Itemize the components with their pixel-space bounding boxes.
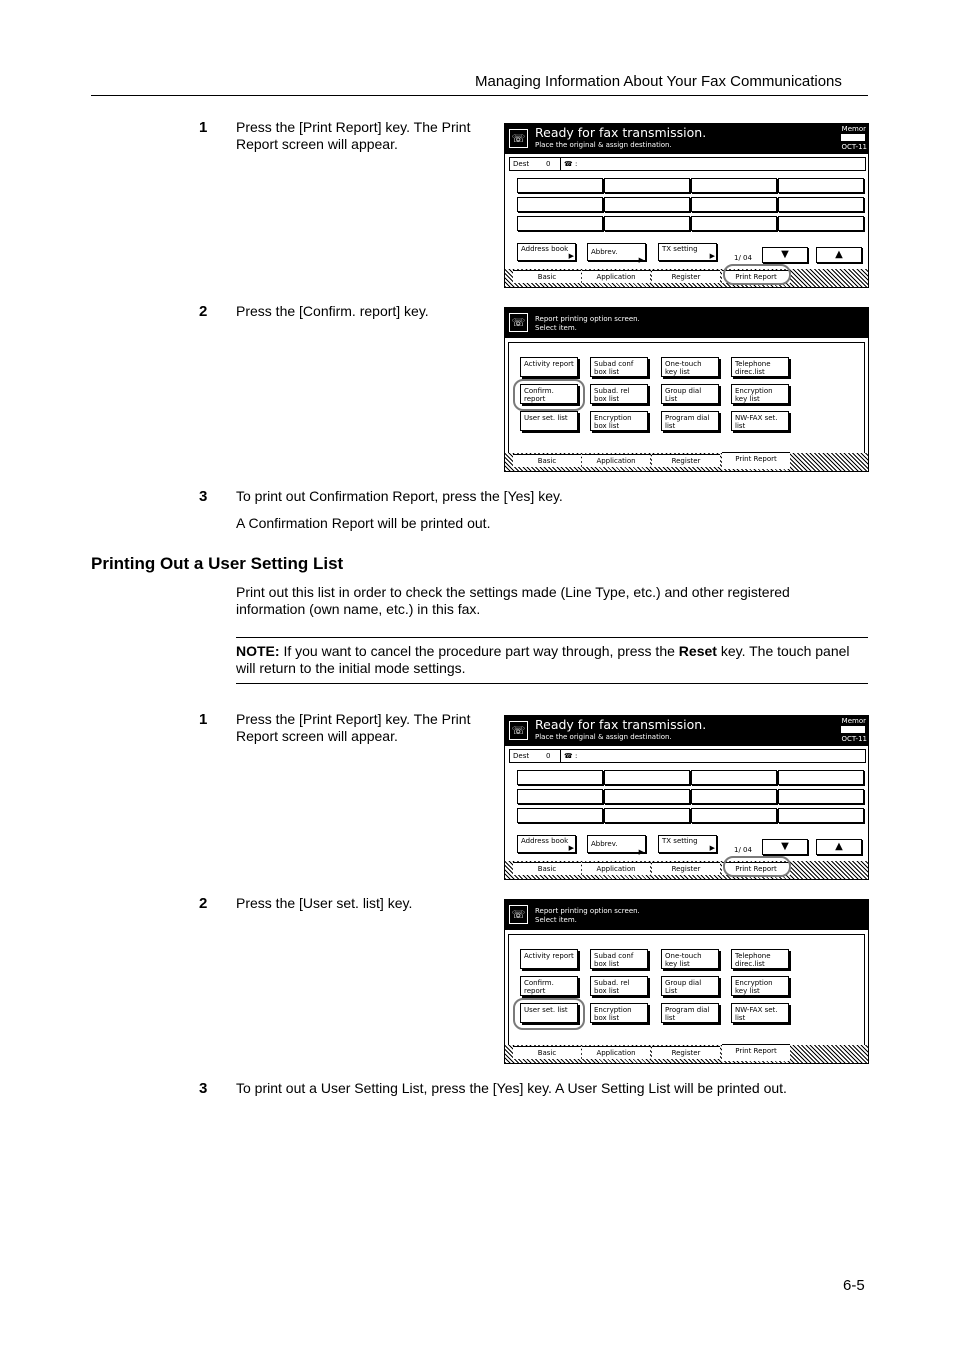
triangle-right-icon: ▶ [568, 844, 574, 852]
dest-field[interactable] [604, 808, 690, 823]
tab-basic[interactable]: Basic [513, 270, 581, 283]
button-label: TX setting [662, 837, 698, 845]
tab-basic[interactable]: Basic [513, 454, 581, 467]
memory-gauge [841, 134, 865, 141]
step-number: 2 [199, 895, 208, 912]
running-header: Managing Information About Your Fax Communications [475, 73, 842, 90]
scroll-down-button[interactable] [762, 839, 808, 855]
report-option-screen [504, 899, 869, 1064]
abbrev-button[interactable] [587, 835, 646, 856]
dest-bar [509, 749, 866, 763]
tab-print-report[interactable]: Print Report [722, 1044, 790, 1061]
fax-icon: ☏ [509, 313, 528, 332]
button-label: Address book [521, 245, 569, 253]
screen-title-bar [505, 124, 868, 154]
confirm-report-button[interactable]: Confirm. report [520, 976, 578, 996]
dest-field[interactable] [691, 789, 777, 804]
confirm-report-button[interactable]: Confirm. report [520, 384, 578, 404]
address-book-button[interactable] [517, 835, 576, 853]
telephone-direc-list-button[interactable]: Telephone direc.list [731, 949, 789, 969]
dest-field[interactable] [778, 178, 864, 193]
encryption-box-list-button[interactable]: Encryption box list [590, 411, 648, 431]
note-text: key. The touch panel will return to the initial mode settings. [236, 643, 850, 676]
program-dial-list-button[interactable]: Program dial list [661, 1003, 719, 1023]
dest-field[interactable] [604, 216, 690, 231]
tab-application[interactable]: Application [582, 862, 650, 875]
triangle-right-icon: ▶ [638, 848, 644, 856]
screen-title: Ready for fax transmission. [535, 717, 707, 732]
dest-field[interactable] [517, 216, 603, 231]
triangle-right-icon: ▶ [568, 252, 574, 260]
date-label: OCT-11 [841, 143, 867, 151]
dest-field[interactable] [778, 808, 864, 823]
section-heading: Printing Out a User Setting List [91, 554, 344, 573]
activity-report-button[interactable]: Activity report [520, 949, 578, 969]
highlight-circle [513, 379, 585, 411]
tab-print-report[interactable]: Print Report [722, 270, 790, 283]
dest-field[interactable] [604, 770, 690, 785]
button-label: Address book [521, 837, 569, 845]
dest-field[interactable] [778, 216, 864, 231]
one-touch-key-list-button[interactable]: One-touch key list [661, 949, 719, 969]
step-number: 1 [199, 711, 208, 728]
step-text: To print out Confirmation Report, press the [Yes] key. [236, 488, 563, 504]
triangle-right-icon: ▶ [709, 844, 715, 852]
scroll-up-button[interactable] [816, 247, 862, 263]
memory-label: Memor [841, 717, 866, 725]
dest-field[interactable] [517, 808, 603, 823]
step-text: Press the [Print Report] key. The Print Report screen will appear. [236, 119, 471, 152]
dest-field[interactable] [691, 808, 777, 823]
dest-field[interactable] [604, 197, 690, 212]
phone-icon: ☎ : [560, 750, 577, 762]
note-text: If you want to cancel the procedure part way through, press the [279, 643, 679, 659]
user-set-list-button[interactable]: User set. list [520, 411, 578, 431]
nw-fax-set-list-button[interactable]: NW-FAX set. list [731, 1003, 789, 1023]
tab-application[interactable]: Application [582, 1046, 650, 1059]
highlight-circle [513, 998, 585, 1030]
fax-icon: ☏ [509, 905, 528, 924]
dest-field[interactable] [604, 789, 690, 804]
arrow-up-icon: ▲ [835, 841, 843, 852]
dest-bar [509, 157, 866, 171]
screen-title: Report printing option screen. [535, 907, 640, 915]
page-indicator: 1/ 04 [734, 254, 752, 262]
header-rule [91, 95, 868, 96]
arrow-down-icon: ▼ [781, 249, 789, 260]
dest-count: 0 [546, 160, 551, 168]
tab-register[interactable]: Register [652, 1046, 720, 1059]
tab-basic[interactable]: Basic [513, 1046, 581, 1059]
tx-setting-button[interactable] [658, 243, 717, 261]
screen-title: Ready for fax transmission. [535, 125, 707, 140]
dest-field[interactable] [691, 770, 777, 785]
user-set-list-button[interactable]: User set. list [520, 1003, 578, 1023]
dest-field[interactable] [691, 178, 777, 193]
dest-field[interactable] [778, 197, 864, 212]
dest-field[interactable] [691, 197, 777, 212]
dest-field[interactable] [778, 789, 864, 804]
step-text: Press the [Print Report] key. The Print Report screen will appear. [236, 711, 471, 744]
group-dial-list-button[interactable]: Group dial List [661, 384, 719, 404]
button-label: Abbrev. [591, 840, 618, 848]
highlight-circle [723, 856, 791, 877]
button-label: Abbrev. [591, 248, 618, 256]
triangle-right-icon: ▶ [638, 256, 644, 264]
tab-print-report[interactable]: Print Report [722, 862, 790, 875]
dest-field[interactable] [691, 216, 777, 231]
screen-title-bar [505, 308, 868, 338]
abbrev-button[interactable] [587, 243, 646, 264]
tab-print-report[interactable]: Print Report [722, 452, 790, 469]
step-number: 1 [199, 119, 208, 136]
fax-ready-screen [504, 715, 869, 880]
note-box [236, 637, 868, 684]
tab-register[interactable]: Register [652, 270, 720, 283]
dest-field[interactable] [517, 197, 603, 212]
subad-conf-box-list-button[interactable]: Subad conf box list [590, 357, 648, 377]
screen-subtitle: Place the original & assign destination. [535, 733, 672, 741]
arrow-up-icon: ▲ [835, 249, 843, 260]
encryption-key-list-button[interactable]: Encryption key list [731, 976, 789, 996]
dest-field[interactable] [517, 789, 603, 804]
date-label: OCT-11 [841, 735, 867, 743]
note-key: Reset [678, 643, 717, 659]
scroll-down-button[interactable] [762, 247, 808, 263]
triangle-right-icon: ▶ [709, 252, 715, 260]
dest-field[interactable] [517, 178, 603, 193]
highlight-circle [723, 264, 791, 285]
tx-setting-button[interactable] [658, 835, 717, 853]
dest-label: Dest [513, 160, 530, 168]
screen-subtitle: Select item. [535, 324, 577, 332]
section-intro: Print out this list in order to check the settings made (Line Type, etc.) and other registered information (own name, etc.) in this fax. [236, 584, 790, 617]
screen-subtitle: Select item. [535, 916, 577, 924]
program-dial-list-button[interactable]: Program dial list [661, 411, 719, 431]
step-number: 3 [199, 1080, 208, 1097]
screen-subtitle: Place the original & assign destination. [535, 141, 672, 149]
subad-rel-box-list-button[interactable]: Subad. rel box list [590, 976, 648, 996]
nw-fax-set-list-button[interactable]: NW-FAX set. list [731, 411, 789, 431]
step-number: 3 [199, 488, 208, 505]
button-label: TX setting [662, 245, 698, 253]
tab-application[interactable]: Application [582, 270, 650, 283]
tab-register[interactable]: Register [652, 862, 720, 875]
subad-rel-box-list-button[interactable]: Subad. rel box list [590, 384, 648, 404]
dest-field[interactable] [778, 770, 864, 785]
telephone-direc-list-button[interactable]: Telephone direc.list [731, 357, 789, 377]
step-text: To print out a User Setting List, press the [Yes] key. A User Setting List will be printed out. [236, 1080, 787, 1096]
memory-gauge [841, 726, 865, 733]
fax-icon: ☏ [509, 721, 528, 740]
screen-title-bar [505, 716, 868, 746]
scroll-up-button[interactable] [816, 839, 862, 855]
note-label: NOTE: [236, 643, 280, 659]
dest-field[interactable] [517, 770, 603, 785]
step-text: Press the [User set. list] key. [236, 895, 413, 911]
activity-report-button[interactable]: Activity report [520, 357, 578, 377]
subad-conf-box-list-button[interactable]: Subad conf box list [590, 949, 648, 969]
memory-label: Memor [841, 125, 866, 133]
screen-title: Report printing option screen. [535, 315, 640, 323]
fax-ready-screen [504, 123, 869, 288]
step-number: 2 [199, 303, 208, 320]
step-result-text: A Confirmation Report will be printed out. [236, 515, 491, 531]
tab-register[interactable]: Register [652, 454, 720, 467]
dest-count: 0 [546, 752, 551, 760]
encryption-box-list-button[interactable]: Encryption box list [590, 1003, 648, 1023]
one-touch-key-list-button[interactable]: One-touch key list [661, 357, 719, 377]
page-indicator: 1/ 04 [734, 846, 752, 854]
encryption-key-list-button[interactable]: Encryption key list [731, 384, 789, 404]
tab-application[interactable]: Application [582, 454, 650, 467]
arrow-down-icon: ▼ [781, 841, 789, 852]
tab-basic[interactable]: Basic [513, 862, 581, 875]
fax-icon: ☏ [509, 129, 528, 148]
step-text: Press the [Confirm. report] key. [236, 303, 429, 319]
report-option-screen [504, 307, 869, 472]
phone-icon: ☎ : [560, 158, 577, 170]
page-number: 6-5 [843, 1277, 865, 1294]
dest-label: Dest [513, 752, 530, 760]
address-book-button[interactable] [517, 243, 576, 261]
screen-title-bar [505, 900, 868, 930]
dest-field[interactable] [604, 178, 690, 193]
group-dial-list-button[interactable]: Group dial List [661, 976, 719, 996]
